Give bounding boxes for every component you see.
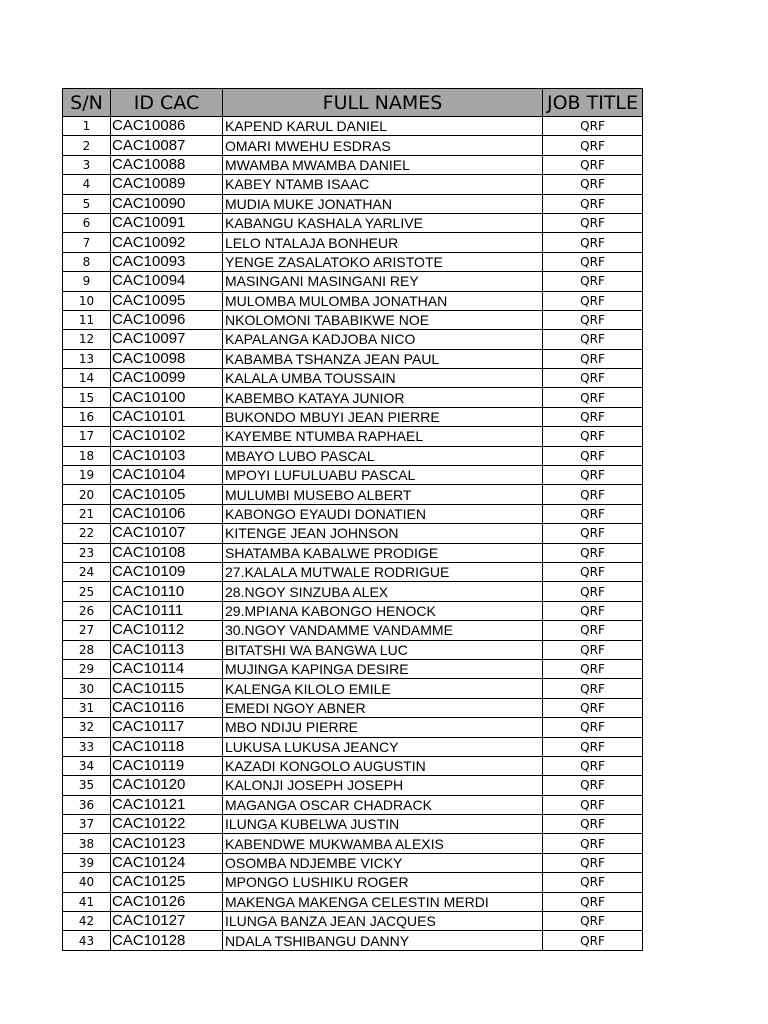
row-id-cac: CAC10120 (111, 776, 223, 795)
row-job-title: QRF (543, 756, 643, 775)
table-row (63, 679, 643, 698)
row-job-title: QRF (543, 310, 643, 329)
row-sn: 3 (63, 155, 111, 174)
row-id-cac: CAC10099 (111, 369, 223, 388)
row-sn: 40 (63, 873, 111, 892)
row-job-title: QRF (543, 892, 643, 911)
row-sn: 28 (63, 640, 111, 659)
row-job-title: QRF (543, 698, 643, 717)
table-row (63, 543, 643, 562)
table-row (63, 446, 643, 465)
row-id-cac: CAC10110 (111, 582, 223, 601)
row-sn: 29 (63, 659, 111, 678)
table-row (63, 272, 643, 291)
row-id-cac: CAC10118 (111, 737, 223, 756)
row-job-title: QRF (543, 582, 643, 601)
row-id-cac: CAC10098 (111, 349, 223, 368)
row-full-name: MAKENGA MAKENGA CELESTIN MERDI (223, 892, 543, 911)
row-job-title: QRF (543, 388, 643, 407)
row-full-name: MASINGANI MASINGANI REY (223, 272, 543, 291)
row-full-name: BITATSHI WA BANGWA LUC (223, 640, 543, 659)
row-full-name: ILUNGA KUBELWA JUSTIN (223, 815, 543, 834)
row-job-title: QRF (543, 776, 643, 795)
header-full-names: FULL NAMES (223, 89, 543, 117)
row-sn: 31 (63, 698, 111, 717)
row-sn: 27 (63, 621, 111, 640)
table-row (63, 117, 643, 136)
row-id-cac: CAC10103 (111, 446, 223, 465)
row-job-title: QRF (543, 466, 643, 485)
row-full-name: SHATAMBA KABALWE PRODIGE (223, 543, 543, 562)
table-row (63, 795, 643, 814)
row-full-name: KAYEMBE NTUMBA RAPHAEL (223, 427, 543, 446)
header-sn: S/N (63, 89, 111, 117)
row-full-name: NKOLOMONI TABABIKWE NOE (223, 310, 543, 329)
row-id-cac: CAC10109 (111, 562, 223, 581)
row-sn: 17 (63, 427, 111, 446)
table-row (63, 718, 643, 737)
row-job-title: QRF (543, 795, 643, 814)
row-full-name: MBAYO LUBO PASCAL (223, 446, 543, 465)
table-row (63, 213, 643, 232)
row-sn: 19 (63, 466, 111, 485)
row-sn: 4 (63, 175, 111, 194)
table-row (63, 252, 643, 271)
row-sn: 34 (63, 756, 111, 775)
row-sn: 5 (63, 194, 111, 213)
row-id-cac: CAC10095 (111, 291, 223, 310)
staff-table (62, 88, 643, 951)
table-row (63, 737, 643, 756)
row-full-name: MULUMBI MUSEBO ALBERT (223, 485, 543, 504)
row-sn: 7 (63, 233, 111, 252)
row-full-name: KABENDWE MUKWAMBA ALEXIS (223, 834, 543, 853)
row-full-name: MULOMBA MULOMBA JONATHAN (223, 291, 543, 310)
row-id-cac: CAC10096 (111, 310, 223, 329)
row-sn: 32 (63, 718, 111, 737)
table-row (63, 388, 643, 407)
row-full-name: 27.KALALA MUTWALE RODRIGUE (223, 562, 543, 581)
row-full-name: KABANGU KASHALA YARLIVE (223, 213, 543, 232)
row-id-cac: CAC10094 (111, 272, 223, 291)
row-full-name: KALENGA KILOLO EMILE (223, 679, 543, 698)
row-full-name: ILUNGA BANZA JEAN JACQUES (223, 912, 543, 931)
table-row (63, 834, 643, 853)
table-row (63, 427, 643, 446)
row-full-name: KAZADI KONGOLO AUGUSTIN (223, 756, 543, 775)
row-job-title: QRF (543, 136, 643, 155)
row-sn: 30 (63, 679, 111, 698)
row-sn: 42 (63, 912, 111, 931)
row-sn: 2 (63, 136, 111, 155)
row-full-name: KAPALANGA KADJOBA NICO (223, 330, 543, 349)
row-full-name: MWAMBA MWAMBA DANIEL (223, 155, 543, 174)
table-row (63, 349, 643, 368)
row-job-title: QRF (543, 485, 643, 504)
row-job-title: QRF (543, 117, 643, 136)
row-job-title: QRF (543, 659, 643, 678)
row-job-title: QRF (543, 640, 643, 659)
row-sn: 41 (63, 892, 111, 911)
row-id-cac: CAC10105 (111, 485, 223, 504)
row-job-title: QRF (543, 330, 643, 349)
row-id-cac: CAC10126 (111, 892, 223, 911)
table-row (63, 931, 643, 950)
row-sn: 25 (63, 582, 111, 601)
row-full-name: 30.NGOY VANDAMME VANDAMME (223, 621, 543, 640)
row-sn: 10 (63, 291, 111, 310)
row-job-title: QRF (543, 446, 643, 465)
row-sn: 8 (63, 252, 111, 271)
row-job-title: QRF (543, 834, 643, 853)
row-full-name: KITENGE JEAN JOHNSON (223, 524, 543, 543)
row-full-name: EMEDI NGOY ABNER (223, 698, 543, 717)
table-row (63, 504, 643, 523)
row-id-cac: CAC10112 (111, 621, 223, 640)
row-id-cac: CAC10124 (111, 853, 223, 872)
row-id-cac: CAC10123 (111, 834, 223, 853)
row-sn: 43 (63, 931, 111, 950)
row-full-name: MPOYI LUFULUABU PASCAL (223, 466, 543, 485)
row-job-title: QRF (543, 233, 643, 252)
row-full-name: KABEY NTAMB ISAAC (223, 175, 543, 194)
row-id-cac: CAC10088 (111, 155, 223, 174)
row-sn: 9 (63, 272, 111, 291)
row-id-cac: CAC10108 (111, 543, 223, 562)
table-row (63, 485, 643, 504)
row-job-title: QRF (543, 369, 643, 388)
row-full-name: KALONJI JOSEPH JOSEPH (223, 776, 543, 795)
row-job-title: QRF (543, 718, 643, 737)
row-job-title: QRF (543, 175, 643, 194)
row-id-cac: CAC10100 (111, 388, 223, 407)
row-job-title: QRF (543, 349, 643, 368)
row-id-cac: CAC10113 (111, 640, 223, 659)
table-row (63, 873, 643, 892)
row-full-name: MBO NDIJU PIERRE (223, 718, 543, 737)
row-sn: 33 (63, 737, 111, 756)
row-id-cac: CAC10117 (111, 718, 223, 737)
row-full-name: LELO NTALAJA BONHEUR (223, 233, 543, 252)
row-id-cac: CAC10122 (111, 815, 223, 834)
table-row (63, 912, 643, 931)
table-header (63, 89, 643, 117)
row-id-cac: CAC10106 (111, 504, 223, 523)
row-full-name: KABAMBA TSHANZA JEAN PAUL (223, 349, 543, 368)
header-id-cac: ID CAC (111, 89, 223, 117)
row-id-cac: CAC10121 (111, 795, 223, 814)
row-id-cac: CAC10097 (111, 330, 223, 349)
row-job-title: QRF (543, 524, 643, 543)
row-sn: 18 (63, 446, 111, 465)
row-id-cac: CAC10115 (111, 679, 223, 698)
table-row (63, 621, 643, 640)
row-job-title: QRF (543, 155, 643, 174)
row-full-name: YENGE ZASALATOKO ARISTOTE (223, 252, 543, 271)
table-row (63, 194, 643, 213)
row-sn: 1 (63, 117, 111, 136)
row-job-title: QRF (543, 931, 643, 950)
row-job-title: QRF (543, 252, 643, 271)
row-job-title: QRF (543, 912, 643, 931)
row-id-cac: CAC10091 (111, 213, 223, 232)
row-job-title: QRF (543, 853, 643, 872)
row-job-title: QRF (543, 562, 643, 581)
row-id-cac: CAC10111 (111, 601, 223, 620)
row-job-title: QRF (543, 621, 643, 640)
table-row (63, 330, 643, 349)
table-row (63, 369, 643, 388)
table-row (63, 524, 643, 543)
header-row (63, 89, 643, 117)
row-sn: 6 (63, 213, 111, 232)
row-sn: 11 (63, 310, 111, 329)
row-id-cac: CAC10127 (111, 912, 223, 931)
table-row (63, 698, 643, 717)
row-id-cac: CAC10125 (111, 873, 223, 892)
row-job-title: QRF (543, 291, 643, 310)
row-full-name: OMARI MWEHU ESDRAS (223, 136, 543, 155)
table-row (63, 310, 643, 329)
row-full-name: NDALA TSHIBANGU DANNY (223, 931, 543, 950)
table-row (63, 155, 643, 174)
row-job-title: QRF (543, 601, 643, 620)
row-sn: 39 (63, 853, 111, 872)
table-row (63, 601, 643, 620)
row-id-cac: CAC10089 (111, 175, 223, 194)
row-full-name: KABONGO EYAUDI DONATIEN (223, 504, 543, 523)
row-job-title: QRF (543, 213, 643, 232)
row-id-cac: CAC10116 (111, 698, 223, 717)
row-sn: 15 (63, 388, 111, 407)
row-full-name: KAPEND KARUL DANIEL (223, 117, 543, 136)
row-full-name: LUKUSA LUKUSA JEANCY (223, 737, 543, 756)
table-row (63, 291, 643, 310)
table-row (63, 466, 643, 485)
row-job-title: QRF (543, 679, 643, 698)
row-id-cac: CAC10102 (111, 427, 223, 446)
table-row (63, 175, 643, 194)
row-job-title: QRF (543, 407, 643, 426)
row-id-cac: CAC10092 (111, 233, 223, 252)
row-job-title: QRF (543, 815, 643, 834)
row-id-cac: CAC10090 (111, 194, 223, 213)
table-body (63, 117, 643, 951)
row-full-name: BUKONDO MBUYI JEAN PIERRE (223, 407, 543, 426)
row-sn: 37 (63, 815, 111, 834)
table-row (63, 815, 643, 834)
row-sn: 12 (63, 330, 111, 349)
row-full-name: OSOMBA NDJEMBE VICKY (223, 853, 543, 872)
header-job-title: JOB TITLE (543, 89, 643, 117)
table-row (63, 407, 643, 426)
row-id-cac: CAC10128 (111, 931, 223, 950)
table-row (63, 659, 643, 678)
table-row (63, 233, 643, 252)
row-full-name: MAGANGA OSCAR CHADRACK (223, 795, 543, 814)
table-row (63, 640, 643, 659)
table-row (63, 853, 643, 872)
row-full-name: MUDIA MUKE JONATHAN (223, 194, 543, 213)
row-id-cac: CAC10119 (111, 756, 223, 775)
row-sn: 26 (63, 601, 111, 620)
row-job-title: QRF (543, 194, 643, 213)
row-id-cac: CAC10104 (111, 466, 223, 485)
row-sn: 38 (63, 834, 111, 853)
row-full-name: KALALA UMBA TOUSSAIN (223, 369, 543, 388)
row-job-title: QRF (543, 272, 643, 291)
row-id-cac: CAC10093 (111, 252, 223, 271)
row-id-cac: CAC10107 (111, 524, 223, 543)
table-row (63, 892, 643, 911)
row-id-cac: CAC10114 (111, 659, 223, 678)
row-sn: 36 (63, 795, 111, 814)
row-sn: 14 (63, 369, 111, 388)
row-job-title: QRF (543, 737, 643, 756)
row-job-title: QRF (543, 427, 643, 446)
row-sn: 24 (63, 562, 111, 581)
row-sn: 35 (63, 776, 111, 795)
table-row (63, 136, 643, 155)
row-full-name: KABEMBO KATAYA JUNIOR (223, 388, 543, 407)
row-full-name: MUJINGA KAPINGA DESIRE (223, 659, 543, 678)
row-sn: 21 (63, 504, 111, 523)
table-row (63, 582, 643, 601)
row-job-title: QRF (543, 873, 643, 892)
row-job-title: QRF (543, 504, 643, 523)
row-sn: 22 (63, 524, 111, 543)
row-id-cac: CAC10101 (111, 407, 223, 426)
row-id-cac: CAC10087 (111, 136, 223, 155)
row-id-cac: CAC10086 (111, 117, 223, 136)
table-row (63, 562, 643, 581)
row-sn: 13 (63, 349, 111, 368)
table-row (63, 776, 643, 795)
row-sn: 16 (63, 407, 111, 426)
row-full-name: MPONGO LUSHIKU ROGER (223, 873, 543, 892)
row-full-name: 28.NGOY SINZUBA ALEX (223, 582, 543, 601)
row-sn: 23 (63, 543, 111, 562)
row-sn: 20 (63, 485, 111, 504)
row-job-title: QRF (543, 543, 643, 562)
row-full-name: 29.MPIANA KABONGO HENOCK (223, 601, 543, 620)
table-row (63, 756, 643, 775)
